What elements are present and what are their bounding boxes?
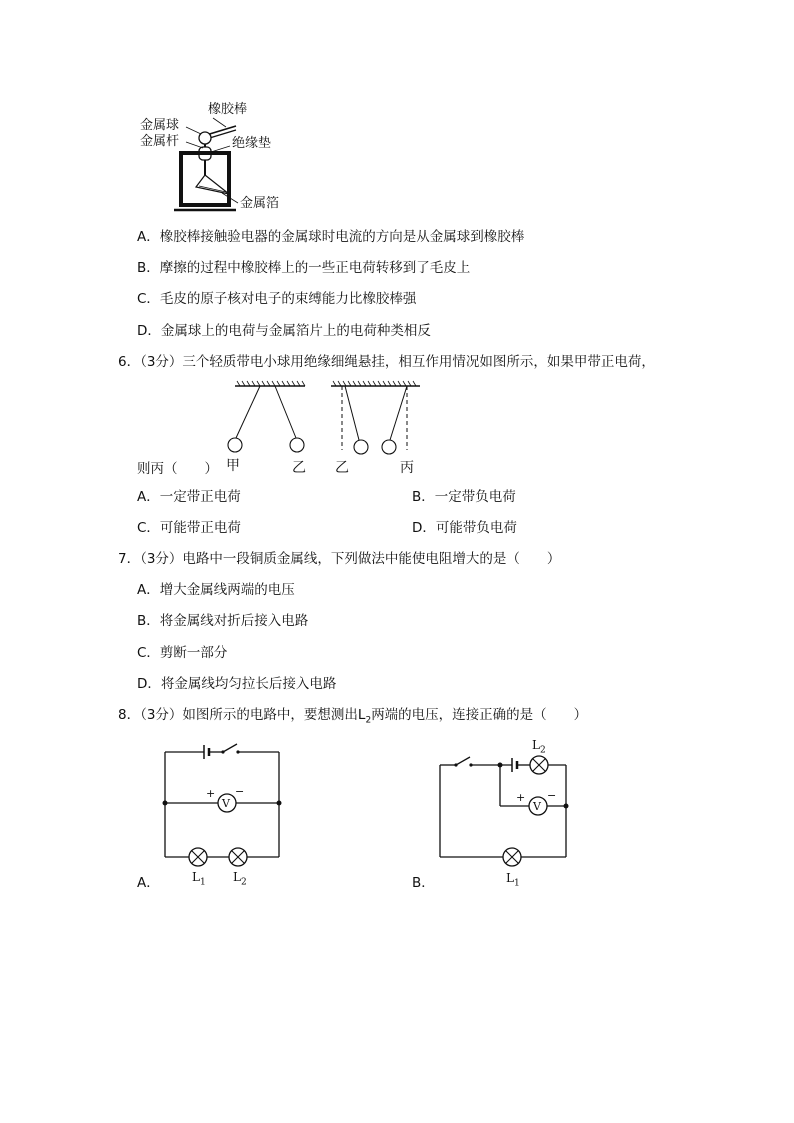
circuit-a-plus: +: [206, 787, 216, 800]
q8-option-a: A．: [137, 875, 160, 891]
q6-option-a: A．一定带正电荷: [137, 489, 241, 505]
q5-option-c: C．毛皮的原子核对电子的束缚能力比橡胶棒强: [137, 291, 417, 307]
label-jia: 甲: [226, 458, 240, 474]
q7-option-b: B．将金属线对折后接入电路: [137, 613, 309, 629]
q8-option-b: B．: [412, 875, 435, 891]
circuit-a-minus: −: [235, 785, 245, 798]
q6-stem: 6．（3分）三个轻质带电小球用绝缘细绳悬挂，相互作用情况如图所示，如果甲带正电荷，: [118, 354, 655, 370]
q8-stem-post: 两端的电压，连接正确的是（ ）: [371, 707, 588, 723]
circuit-b-plus: +: [516, 791, 526, 804]
circuit-a-voltmeter-label: V: [222, 797, 230, 810]
circuit-b-minus: −: [547, 789, 557, 802]
label-metal-ball: 金属球: [140, 118, 180, 133]
q5-option-a: A．橡胶棒接触验电器的金属球时电流的方向是从金属球到橡胶棒: [137, 229, 525, 245]
q6-option-d: D．可能带负电荷: [412, 520, 517, 536]
circuit-b-lamp2-label: $L_2$: [532, 738, 546, 756]
circuit-b-voltmeter-label: V: [533, 800, 541, 813]
q7-option-d: D．将金属线均匀拉长后接入电路: [137, 676, 337, 692]
q6-option-b: B．一定带负电荷: [412, 489, 516, 505]
q5-option-d: D．金属球上的电荷与金属箔片上的电荷种类相反: [137, 323, 431, 339]
q7-option-c: C．剪断一部分: [137, 645, 228, 661]
label-rubber-rod: 橡胶棒: [208, 102, 248, 117]
q5-option-b: B．摩擦的过程中橡胶棒上的一些正电荷转移到了毛皮上: [137, 260, 471, 276]
q8-stem-sub: 2: [365, 715, 372, 726]
q7-stem: 7．（3分）电路中一段铜质金属线，下列做法中能使电阻增大的是（ ）: [118, 551, 561, 567]
circuit-b-lamp1-label: $L_1$: [506, 871, 520, 889]
label-metal-rod: 金属杆: [140, 134, 180, 149]
circuit-a-lamp1-label: $L_1$: [192, 870, 206, 888]
label-insulating-pad: 绝缘垫: [232, 136, 272, 151]
label-yi-2: 乙: [335, 460, 349, 476]
q8-stem-pre: 8．（3分）如图所示的电路中，要想测出L: [118, 707, 366, 723]
label-yi-1: 乙: [292, 460, 306, 476]
q7-option-a: A．增大金属线两端的电压: [137, 582, 295, 598]
label-metal-foil: 金属箔: [240, 196, 280, 211]
q6-stem-end: 则丙（ ）: [137, 461, 218, 477]
label-bing: 丙: [400, 460, 414, 476]
circuit-a-lamp2-label: $L_2$: [233, 870, 247, 888]
q6-option-c: C．可能带正电荷: [137, 520, 241, 536]
